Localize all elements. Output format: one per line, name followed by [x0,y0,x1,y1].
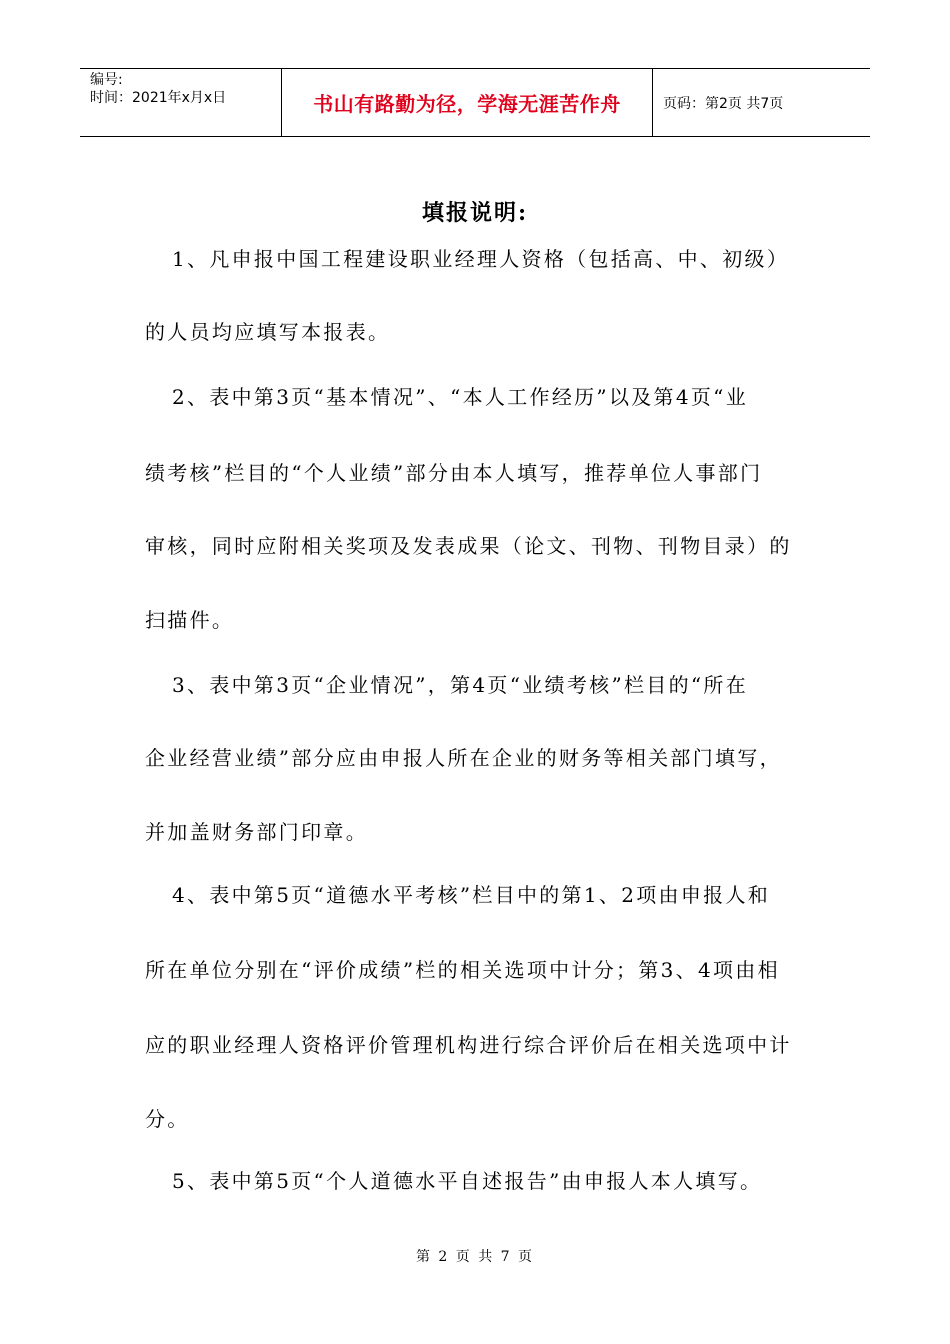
text-line: 绩考核”栏目的“个人业绩”部分由本人填写，推荐单位人事部门 [145,461,763,485]
text-line: 的人员均应填写本报表。 [145,320,391,344]
header-motto: 书山有路勤为径，学海无涯苦作舟 [282,69,653,136]
header-meta [80,69,282,136]
page-footer: 第 2 页 共 7 页 [415,1249,535,1265]
text-line: 3、表中第3页“企业情况”，第4页“业绩考核”栏目的“所在 [172,673,748,697]
text-line: 所在单位分别在“评价成绩”栏的相关选项中计分；第3、4项由相 [145,958,780,982]
document-title: 填报说明: [421,200,529,226]
text-line: 2、表中第3页“基本情况”、“本人工作经历”以及第4页“业 [172,385,748,409]
text-line: 5、表中第5页“个人道德水平自述报告”由申报人本人填写。 [172,1169,763,1193]
text-line: 4、表中第5页“道德水平考核”栏目中的第1、2项由申报人和 [172,883,771,907]
text-line: 分。 [145,1107,190,1131]
code-label: 编号: [90,72,123,88]
text-line: 扫描件。 [145,608,235,632]
time-label: 时间：2021年x月x日 [90,90,227,106]
page-header [80,68,870,137]
text-line: 应的职业经理人资格评价管理机构进行综合评价后在相关选项中计 [145,1033,792,1057]
header-page-info: 页码：第2页 共7页 [663,95,784,112]
text-line: 审核，同时应附相关奖项及发表成果（论文、刊物、刊物目录）的 [145,534,792,558]
text-line: 1、凡申报中国工程建设职业经理人资格（包括高、中、初级） [172,247,790,271]
text-line: 并加盖财务部门印章。 [145,820,368,844]
text-line: 企业经营业绩”部分应由申报人所在企业的财务等相关部门填写， [145,746,782,770]
